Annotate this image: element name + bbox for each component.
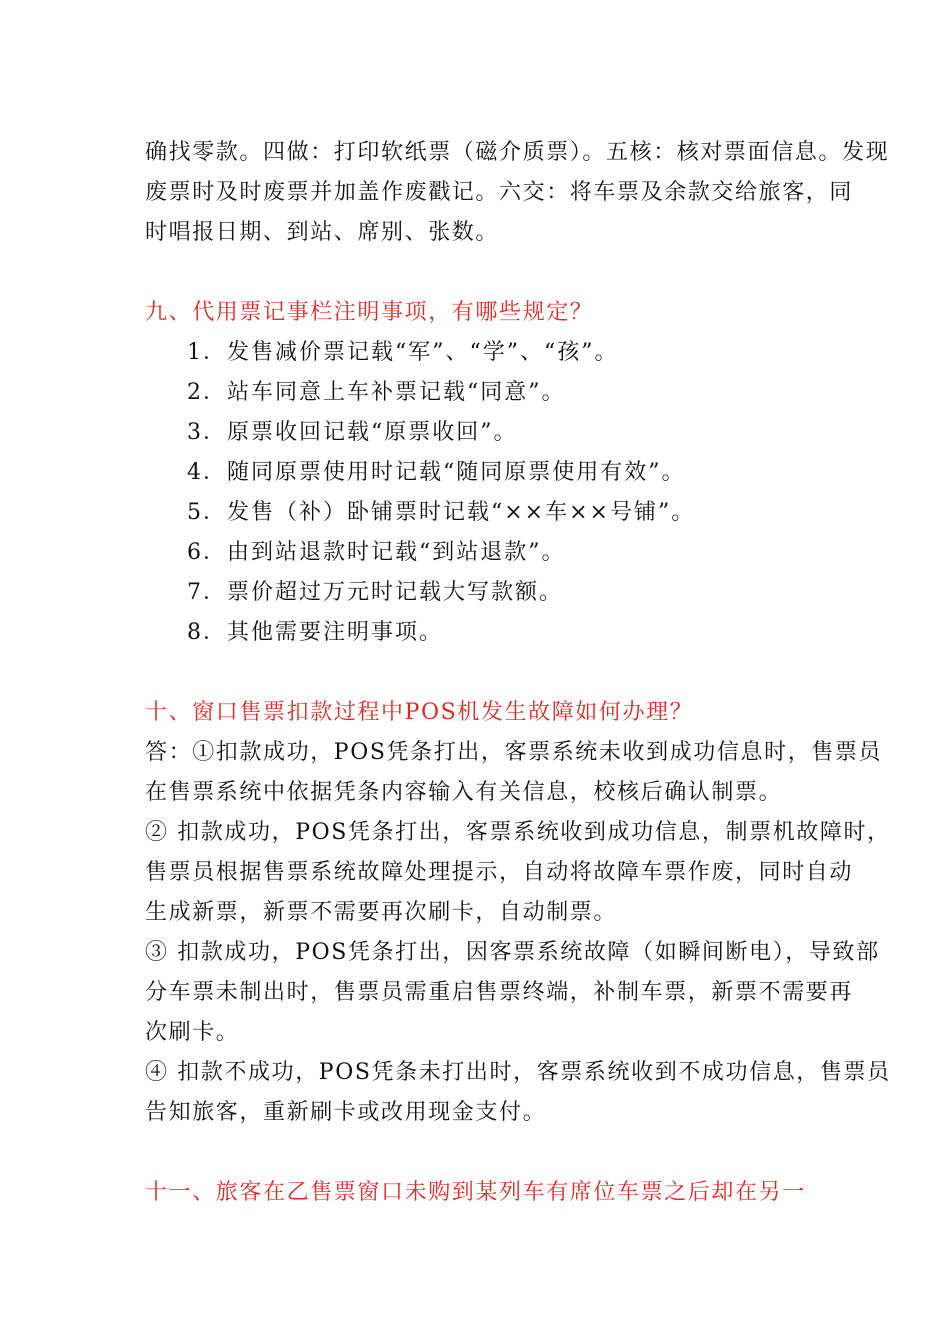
list-item: 6．由到站退款时记载“到站退款”。 xyxy=(187,540,566,565)
paragraph-line: 生成新票，新票不需要再次刷卡，自动制票。 xyxy=(145,900,618,925)
list-item: 4．随同原票使用时记载“随同原票使用有效”。 xyxy=(187,460,686,485)
section-heading-9: 九、代用票记事栏注明事项，有哪些规定？ xyxy=(145,300,594,325)
list-item: 7．票价超过万元时记载大写款额。 xyxy=(187,580,563,605)
list-item: 3．原票收回记载“原票收回”。 xyxy=(187,420,518,445)
paragraph-line: 废票时及时废票并加盖作废戳记。六交：将车票及余款交给旅客，同 xyxy=(145,180,854,205)
paragraph-line: 确找零款。四做：打印软纸票（磁介质票）。五核：核对票面信息。发现 xyxy=(145,140,890,165)
list-item: 8．其他需要注明事项。 xyxy=(187,620,443,645)
paragraph-line: 分车票未制出时，售票员需重启售票终端，补制车票，新票不需要再 xyxy=(145,980,854,1005)
section-heading-10: 十、窗口售票扣款过程中POS机发生故障如何办理？ xyxy=(145,700,694,725)
paragraph-line: 时唱报日期、到站、席别、张数。 xyxy=(145,220,500,245)
paragraph-line: 在售票系统中依据凭条内容输入有关信息，校核后确认制票。 xyxy=(145,780,783,805)
list-item: 2．站车同意上车补票记载“同意”。 xyxy=(187,380,566,405)
list-item: 5．发售（补）卧铺票时记载“××车××号铺”。 xyxy=(187,500,696,525)
paragraph-line: ④ 扣款不成功，POS凭条未打出时，客票系统收到不成功信息，售票员 xyxy=(145,1060,891,1085)
paragraph-line: 次刷卡。 xyxy=(145,1020,240,1045)
paragraph-line: 告知旅客，重新刷卡或改用现金支付。 xyxy=(145,1100,547,1125)
list-item: 1．发售减价票记载“军”、“学”、“孩”。 xyxy=(187,340,619,365)
section-heading-11: 十一、旅客在乙售票窗口未购到某列车有席位车票之后却在另一 xyxy=(145,1180,806,1205)
paragraph-line: 售票员根据售票系统故障处理提示，自动将故障车票作废，同时自动 xyxy=(145,860,854,885)
paragraph-line: ③ 扣款成功，POS凭条打出，因客票系统故障（如瞬间断电），导致部 xyxy=(145,940,880,965)
paragraph-line: 答：①扣款成功，POS凭条打出，客票系统未收到成功信息时，售票员 xyxy=(145,740,883,765)
paragraph-line: ② 扣款成功，POS凭条打出，客票系统收到成功信息，制票机故障时， xyxy=(145,820,891,845)
